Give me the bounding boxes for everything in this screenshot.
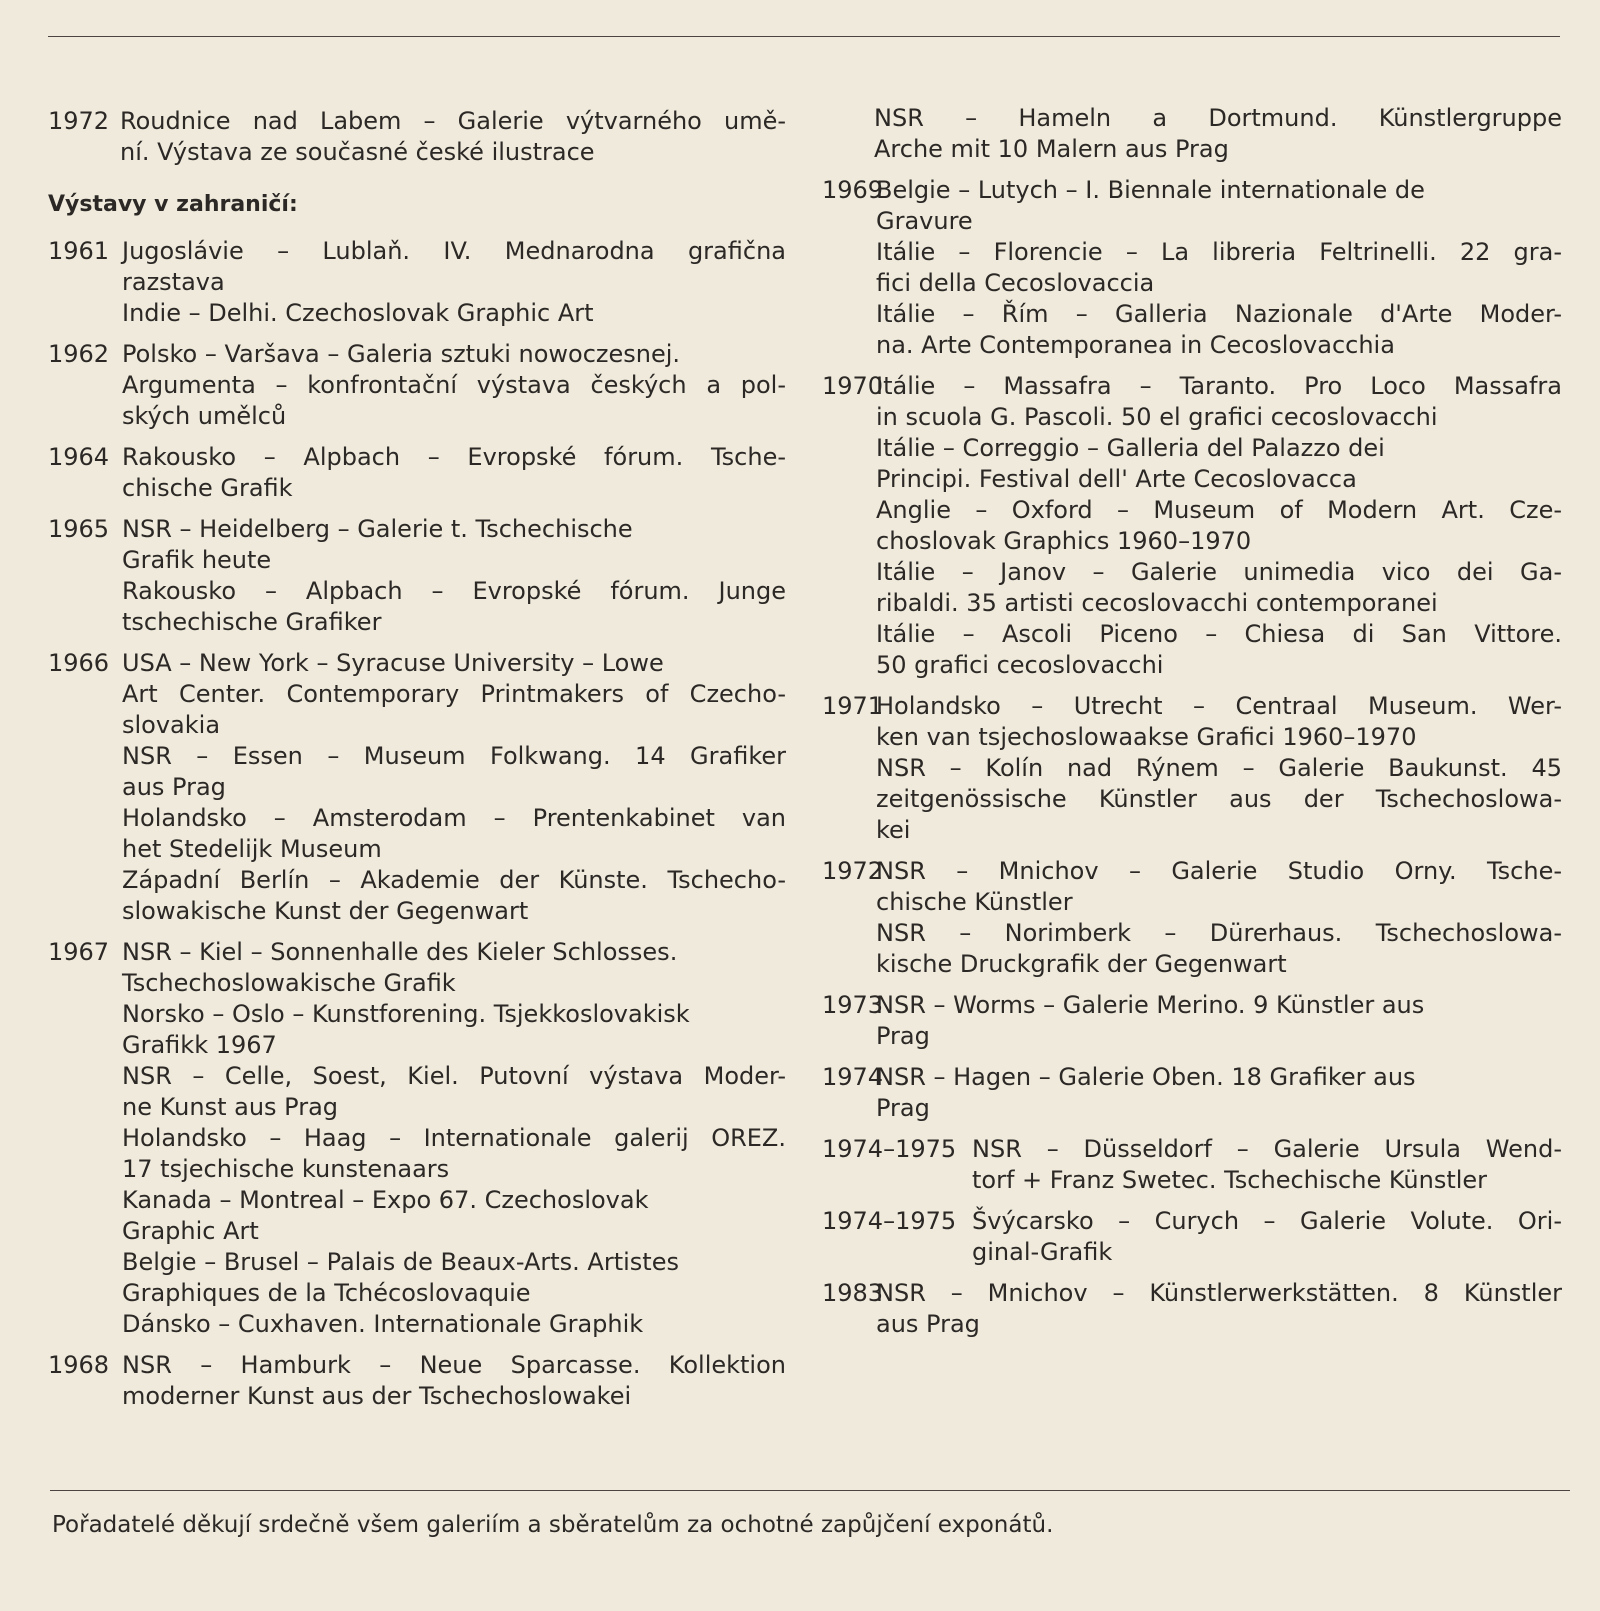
entry-line: Itálie – Massafra – Taranto. Pro Loco Massafra	[876, 372, 1562, 400]
entry-line: ken van tsjechoslowaakse Grafici 1960–1970	[876, 723, 1417, 751]
entry-line: Tschechoslowakische Grafik	[122, 969, 456, 997]
entry-line: Itálie – Ascoli Piceno – Chiesa di San Vittore.	[876, 620, 1562, 648]
left-entries	[48, 236, 786, 1412]
entry-line: NSR – Kiel – Sonnenhalle des Kieler Schlosses.	[122, 938, 678, 966]
entry-body	[122, 339, 786, 432]
entry-line: Rakousko – Alpbach – Evropské fórum. Junge	[122, 577, 786, 605]
entry-line: Anglie – Oxford – Museum of Modern Art. Cze-	[876, 496, 1562, 524]
entry-line: NSR – Essen – Museum Folkwang. 14 Grafiker	[122, 742, 786, 770]
entry-line: Kanada – Montreal – Expo 67. Czechoslovak	[122, 1186, 649, 1214]
entry-line: in scuola G. Pascoli. 50 el grafici cecoslovacchi	[876, 403, 1438, 431]
exhibition-entry	[822, 691, 1562, 846]
entry-line: NSR – Kolín nad Rýnem – Galerie Baukunst. 45	[876, 754, 1562, 782]
entry-line: Belgie – Brusel – Palais de Beaux-Arts. Artistes	[122, 1248, 679, 1276]
entry-line: 17 tsjechische kunstenaars	[122, 1155, 450, 1183]
entry-line: Holandsko – Amsterodam – Prentenkabinet van	[122, 804, 786, 832]
footer-note: Pořadatelé děkují srdečně všem galeriím a sběratelům za ochotné zapůjčení exponátů.	[52, 1512, 1054, 1538]
entry-year: 1961	[48, 237, 110, 265]
entry-line: NSR – Heidelberg – Galerie t. Tschechische	[122, 515, 633, 543]
entry-line: 50 grafici cecoslovacchi	[876, 651, 1164, 679]
entry-line: tschechische Grafiker	[122, 608, 382, 636]
entry-line: slowakische Kunst der Gegenwart	[122, 897, 529, 925]
entry-body	[972, 1134, 1562, 1196]
entry-body	[876, 691, 1562, 846]
entry-body	[122, 1350, 786, 1412]
entry-line: NSR – Hagen – Galerie Oben. 18 Grafiker aus	[876, 1063, 1416, 1091]
entry-line: NSR – Düsseldorf – Galerie Ursula Wend-	[972, 1135, 1562, 1163]
exhibition-entry	[822, 371, 1562, 681]
exhibition-entry	[822, 1278, 1562, 1340]
entry-year: 1972	[48, 107, 110, 135]
entry-line: Norsko – Oslo – Kunstforening. Tsjekkoslovakisk	[122, 1000, 690, 1028]
exhibition-entry	[822, 175, 1562, 361]
entry-year: 1966	[48, 649, 110, 677]
entry-body	[876, 175, 1562, 361]
entry-line: Grafikk 1967	[122, 1031, 277, 1059]
entry-line: Grafik heute	[122, 546, 272, 574]
right-entries	[822, 175, 1562, 1340]
entry-body	[876, 856, 1562, 980]
entry-line: moderner Kunst aus der Tschechoslowakei	[122, 1382, 632, 1410]
exhibition-entry	[48, 236, 786, 329]
entry-body	[876, 1062, 1562, 1124]
entry-body	[122, 514, 786, 638]
exhibition-entry	[48, 514, 786, 638]
entry-line: aus Prag	[876, 1310, 980, 1338]
entry-line: Polsko – Varšava – Galeria sztuki nowoczesnej.	[122, 340, 681, 368]
entry-year: 1973	[822, 991, 884, 1019]
entry-line: zeitgenössische Künstler aus der Tschechoslowa-	[876, 785, 1562, 813]
exhibition-entry	[48, 339, 786, 432]
entry-line: aus Prag	[122, 773, 226, 801]
entry-year: 1964	[48, 443, 110, 471]
entry-year: 1968	[48, 1351, 110, 1379]
entry-line: Argumenta – konfrontační výstava českých a pol-	[122, 371, 786, 399]
entry-line: ských umělců	[122, 402, 287, 430]
entry-line: Arche mit 10 Malern aus Prag	[874, 135, 1229, 163]
entry-line: kische Druckgrafik der Gegenwart	[876, 950, 1287, 978]
entry-line: Švýcarsko – Curych – Galerie Volute. Ori-	[972, 1207, 1562, 1235]
entry-line: Belgie – Lutych – I. Biennale internationale de	[876, 176, 1425, 204]
entry-line: Itálie – Janov – Galerie unimedia vico dei Ga-	[876, 558, 1562, 586]
entry-line: USA – New York – Syracuse University – Lowe	[122, 649, 664, 677]
exhibition-entry	[48, 1350, 786, 1412]
entry-line: NSR – Hameln a Dortmund. Künstlergruppe	[874, 104, 1562, 132]
entry-year: 1972	[822, 857, 884, 885]
entry-line: choslovak Graphics 1960–1970	[876, 527, 1252, 555]
entry-line: Graphiques de la Tchécoslovaquie	[122, 1279, 531, 1307]
entry-body	[120, 106, 786, 168]
exhibition-entry	[822, 990, 1562, 1052]
entry-year: 1974–1975	[822, 1135, 957, 1163]
exhibition-entry	[48, 442, 786, 504]
entry-line: slovakia	[122, 711, 221, 739]
entry-line: NSR – Hamburk – Neue Sparcasse. Kollektion	[122, 1351, 786, 1379]
entry-year: 1967	[48, 938, 110, 966]
entry-line: NSR – Norimberk – Dürerhaus. Tschechoslowa-	[876, 919, 1562, 947]
entry-line: Itálie – Řím – Galleria Nazionale d'Arte Moder-	[876, 300, 1562, 328]
entry-year: 1962	[48, 340, 110, 368]
right-column	[822, 103, 1562, 1350]
exhibition-entry	[822, 1062, 1562, 1124]
entry-year: 1965	[48, 515, 110, 543]
entry-year: 1983	[822, 1279, 884, 1307]
entry-year: 1974–1975	[822, 1207, 957, 1235]
entry-year: 1974	[822, 1063, 884, 1091]
entry-line: Art Center. Contemporary Printmakers of Czecho-	[122, 680, 786, 708]
entry-line: NSR – Worms – Galerie Merino. 9 Künstler aus	[876, 991, 1425, 1019]
entry-line: ní. Výstava ze současné české ilustrace	[120, 138, 595, 166]
entry-line: na. Arte Contemporanea in Cecoslovacchia	[876, 331, 1395, 359]
continuation-block	[822, 103, 1562, 165]
entry-year: 1971	[822, 692, 884, 720]
entry-body	[972, 1206, 1562, 1268]
entry-body	[876, 990, 1562, 1052]
exhibition-entry	[822, 856, 1562, 980]
entry-line: Prag	[876, 1094, 930, 1122]
entry-line: Principi. Festival dell' Arte Cecoslovacca	[876, 465, 1357, 493]
entry-line: ginal-Grafik	[972, 1238, 1113, 1266]
entry-line: fici della Cecoslovaccia	[876, 269, 1155, 297]
entry-body	[122, 442, 786, 504]
entry-body	[122, 937, 786, 1340]
top-rule	[48, 36, 1560, 37]
section-heading: Výstavy v zahraničí:	[48, 192, 298, 217]
entry-line: chische Grafik	[122, 474, 293, 502]
entry-line: het Stedelijk Museum	[122, 835, 382, 863]
entry-line: Západní Berlín – Akademie der Künste. Tschecho-	[122, 866, 786, 894]
exhibition-entry	[48, 648, 786, 927]
entry-intro	[48, 106, 786, 168]
entry-year: 1969	[822, 176, 884, 204]
exhibition-entry	[48, 937, 786, 1340]
entry-line: Prag	[876, 1022, 930, 1050]
entry-body	[122, 648, 786, 927]
entry-line: Indie – Delhi. Czechoslovak Graphic Art	[122, 299, 594, 327]
entry-line: chische Künstler	[876, 888, 1073, 916]
bottom-rule	[50, 1490, 1570, 1491]
entry-line: Gravure	[876, 207, 973, 235]
entry-line: Holandsko – Utrecht – Centraal Museum. Wer-	[876, 692, 1562, 720]
entry-line: Roudnice nad Labem – Galerie výtvarného umě-	[120, 107, 786, 135]
entry-body	[122, 236, 786, 329]
entry-body	[876, 1278, 1562, 1340]
entry-line: NSR – Mnichov – Galerie Studio Orny. Tsche-	[876, 857, 1562, 885]
entry-line: torf + Franz Swetec. Tschechische Künstler	[972, 1166, 1488, 1194]
entry-line: ribaldi. 35 artisti cecoslovacchi contemporanei	[876, 589, 1438, 617]
entry-line: razstava	[122, 268, 225, 296]
entry-line: Rakousko – Alpbach – Evropské fórum. Tsche-	[122, 443, 786, 471]
entry-line: kei	[876, 816, 911, 844]
entry-line: Itálie – Florencie – La libreria Feltrinelli. 22 gra-	[876, 238, 1562, 266]
entry-line: Holandsko – Haag – Internationale galerij OREZ.	[122, 1124, 786, 1152]
entry-line: Itálie – Correggio – Galleria del Palazzo dei	[876, 434, 1385, 462]
entry-line: NSR – Mnichov – Künstlerwerkstätten. 8 Künstler	[876, 1279, 1562, 1307]
entry-line: Jugoslávie – Lublaň. IV. Mednarodna grafična	[122, 237, 786, 265]
entry-line: Dánsko – Cuxhaven. Internationale Graphik	[122, 1310, 644, 1338]
entry-year: 1970	[822, 372, 884, 400]
entry-line: ne Kunst aus Prag	[122, 1093, 339, 1121]
entry-body	[876, 371, 1562, 681]
entry-line: Graphic Art	[122, 1217, 259, 1245]
exhibition-entry	[822, 1134, 1562, 1196]
exhibition-entry	[822, 1206, 1562, 1268]
entry-line: NSR – Celle, Soest, Kiel. Putovní výstava Moder-	[122, 1062, 786, 1090]
left-column	[48, 106, 786, 1422]
